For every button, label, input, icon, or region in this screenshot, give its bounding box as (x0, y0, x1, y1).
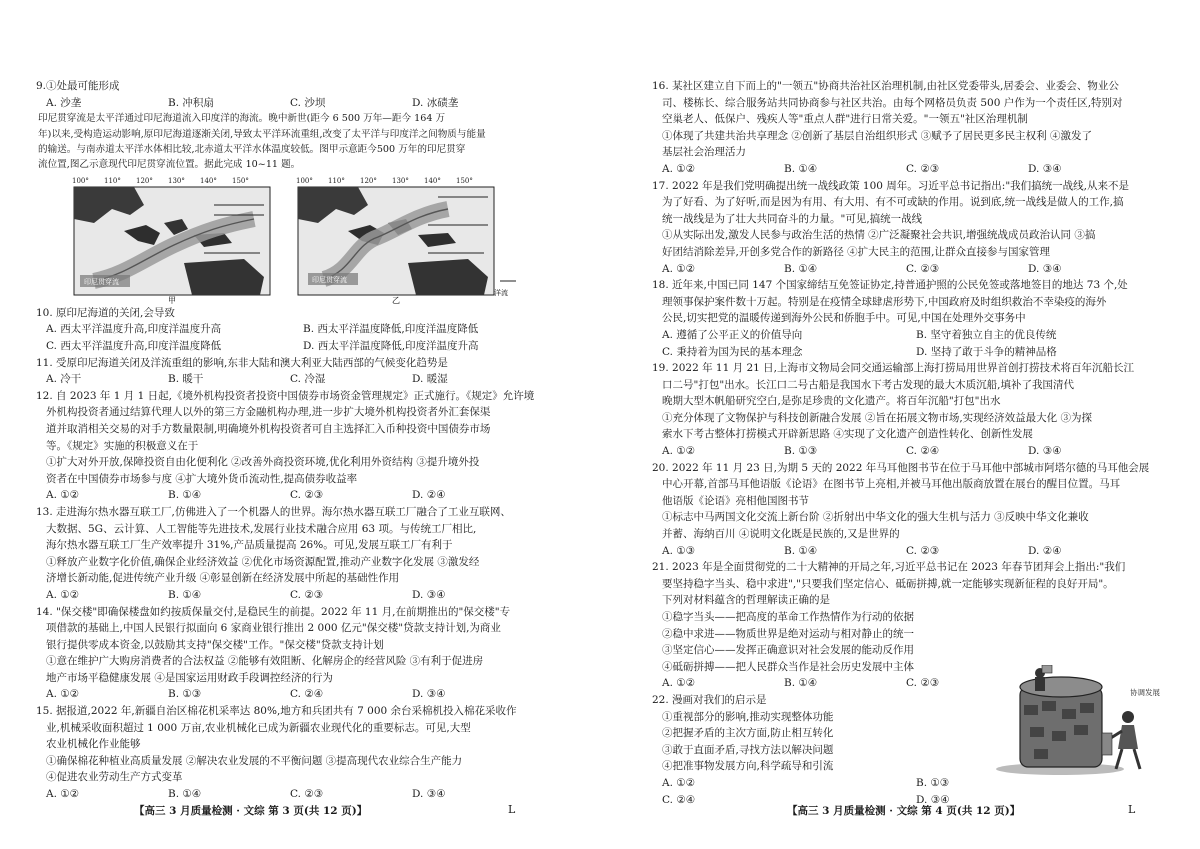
lon-tick: 130° (392, 176, 409, 185)
q16-line: 16. 某社区建立自下而上的"一领五"协商共治社区治理机制,由社区党委带头,居委会、业委会、物业公 (652, 80, 1119, 92)
lon-tick: 130° (168, 176, 185, 185)
q10-stem: 10. 原印尼海道的关闭,会导致 (36, 306, 175, 319)
q14-options (36, 686, 560, 703)
option-c: C. ②③ (906, 162, 940, 175)
q20-line: 20. 2022 年 11 月 23 日,为期 5 天的 2022 年马耳他图书节在位于马耳他中部城市阿塔尔德的马耳他会展 (652, 461, 1150, 474)
q22-line: ③敢于直面矛盾,寻找方法以解决问题 (662, 743, 834, 756)
lon-tick: 140° (424, 176, 441, 185)
option-a: A. ①② (46, 489, 80, 502)
option-b: B. 冲积扇 (168, 96, 214, 109)
option-a: A. ①② (662, 445, 696, 458)
option-a: A. ①② (662, 162, 696, 175)
q22-line: ②把握矛盾的主次方面,防止相互转化 (662, 727, 834, 740)
q22-options (652, 775, 1170, 792)
lon-tick: 110° (104, 176, 121, 185)
map-a-caption: 甲 (168, 295, 176, 305)
q15-line: 农业机械化作业能够 (46, 738, 141, 751)
q19-line: 19. 2022 年 11 月 21 日,上海市文物局会同交通运输部上海打捞局用世界首创打捞技术将百年沉船长江 (652, 362, 1135, 375)
q20-line: 他语版《论语》亮相他国图书节 (662, 494, 809, 507)
option-c: C. ②④ (662, 793, 696, 806)
q13-options (36, 587, 560, 604)
q14-line: 14. "保交楼"即确保楼盘如约按质保量交付,是稳民生的前提。2022 年 11 月,在前期推出的"保交楼"专 (36, 605, 511, 618)
option-c: C. 沙坝 (290, 96, 326, 109)
option-b: B. 西太平洋温度降低,印度洋温度降低 (303, 323, 479, 336)
lon-tick: 110° (328, 176, 345, 185)
q21-line: 21. 2023 年是全面贯彻党的二十大精神的开局之年,习近平总书记在 2023 年春节团拜会上指出:"我们 (652, 561, 1126, 574)
option-a: A. 遵循了公平正义的价值导向 (662, 328, 803, 341)
q18-options (652, 344, 1170, 361)
q12-options (36, 487, 560, 504)
passage-line: 流位置,图乙示意现代印尼贯穿流位置。据此完成 10~11 题。 (38, 159, 301, 171)
option-d: D. ③④ (1028, 445, 1062, 458)
option-a: A. ①② (46, 588, 80, 601)
q19-line: ①充分体现了文物保护与科技创新融合发展 ②旨在拓展文物市场,实现经济效益最大化 ③为探 (662, 411, 1093, 424)
lon-tick: 140° (200, 176, 217, 185)
option-c: C. ②③ (906, 544, 940, 557)
option-b: B. ①③ (784, 445, 818, 458)
q13-line: ①释放产业数字化价值,确保企业经济效益 ②优化市场资源配置,推动产业数字化发展 ③激发经 (46, 555, 480, 568)
option-c: C. ②④ (290, 688, 324, 701)
q20-line: 并蓄、海纳百川 ④说明文化既是民族的,又是世界的 (662, 528, 900, 541)
option-d: D. ②④ (1028, 544, 1062, 557)
option-d: D. ③④ (1028, 262, 1062, 275)
option-b: B. ①③ (168, 688, 202, 701)
lon-tick: 150° (232, 176, 249, 185)
lon-tick: 120° (360, 176, 377, 185)
q13-line: 海尔热水器互联工厂生产效率提升 31%,产品质量提高 26%。可见,发展互联工厂有利于 (46, 539, 453, 552)
option-b: B. ①④ (784, 162, 818, 175)
option-a: A. ①② (662, 262, 696, 275)
right-page-mark: L (1128, 803, 1136, 816)
q18-line: 18. 近年来,中国已同 147 个国家缔结互免签证协定,持普通护照的公民免签或落地签目的地达 73 个,处 (652, 279, 1128, 292)
q15-options (36, 786, 560, 803)
map-figure (36, 175, 560, 305)
option-b: B. ①④ (168, 788, 202, 801)
option-d: D. ③④ (1028, 162, 1062, 175)
q10-options (36, 321, 560, 338)
q13-line: 大数据、5G、云计算、人工智能等先进技术,发展行业技术融合应用 63 项。与传统工厂相比, (46, 522, 477, 535)
q16-line: 空巢老人、低保户、残疾人等"重点人群"进行日常关爱。"一领五"社区治理机制 (662, 113, 1028, 126)
option-c: C. ②③ (290, 788, 324, 801)
q13-line: 13. 走进海尔热水器互联工厂,仿佛进入了一个机器人的世界。海尔热水器互联工厂融合了工业互联网、 (36, 505, 511, 518)
q20-options (652, 543, 1170, 560)
option-d: D. ③④ (916, 793, 950, 806)
map-legend: 洋流 (494, 288, 508, 297)
q21-line: ③坚定信心——发挥正确意识对社会发展的能动反作用 (662, 644, 914, 657)
q12-line: 道并取消相关交易的对手方数量限制,明确境外机构投资者可自主选择汇入币种投资中国债券市场 (46, 422, 491, 435)
q17-line: 好团结消除差异,开创多党合作的新路径 ④扩大民主的范围,让群众直接参与国家管理 (662, 245, 1051, 258)
q14-line: 地产市场平稳健康发展 ④是国家运用财政手段调控经济的行为 (46, 671, 333, 684)
map-b-caption: 乙 (392, 295, 400, 305)
right-page-footer: 【高三 3 月质量检测 · 文综 第 4 页(共 12 页)】 (787, 805, 1021, 817)
q15-line: ④促进农业劳动生产方式变革 (46, 771, 183, 784)
option-b: B. ①④ (784, 677, 818, 690)
q14-line: 银行提供零成本资金,以鼓励其支持"保交楼"工作。"保交楼"贷款支持计划 (46, 638, 384, 651)
q11-stem: 11. 受原印尼海道关闭及洋流重组的影响,东非大陆和澳大利亚大陆西部的气候变化趋势是 (36, 356, 448, 369)
option-b: B. ①④ (168, 588, 202, 601)
option-b: B. 暖干 (168, 373, 204, 386)
q21-line: 要坚持稳字当头、稳中求进","只要我们坚定信心、砥砺拼搏,就一定能够实现新征程的良好开局"。 (662, 577, 1114, 590)
q21-line: ①稳字当头——把高度的革命工作热情作为行动的依据 (662, 611, 914, 623)
q19-options (652, 443, 1170, 460)
q21-line: 下列对材料蕴含的哲理解读正确的是 (662, 594, 830, 607)
option-a: A. ①③ (662, 544, 696, 557)
q16-options (652, 161, 1170, 178)
q9-stem: 9.①处最可能形成 (36, 80, 120, 92)
q17-line: 17. 2022 年是我们党明确提出统一战线政策 100 周年。习近平总书记指出:"我们搞统一战线,从来不是 (652, 179, 1130, 192)
option-b: B. ①④ (784, 544, 818, 557)
q17-options (652, 261, 1170, 278)
option-c: C. ②③ (906, 677, 940, 690)
option-d: D. 暖湿 (412, 373, 448, 386)
q16-line: 司、楼栋长、综合服务站共同协商参与社区共治。由每个网格员负责 500 户作为一个责任区,特别对 (662, 96, 1123, 109)
option-d: D. ③④ (412, 688, 446, 701)
q19-line: 口二号"打包"出水。长江口二号古船是我国水下考古发现的最大木质沉船,填补了我国清代 (662, 378, 1074, 391)
option-c: C. ②③ (290, 588, 324, 601)
option-a: A. ①② (46, 788, 80, 801)
q13-line: 济增长新动能,促进传统产业升级 ④彰显创新在经济发展中所起的基础性作用 (46, 572, 400, 585)
q14-line: 项借款的基础上,中国人民银行拟面向 6 家商业银行推出 2 000 亿元"保交楼"贷款支持计划,为商业 (46, 622, 501, 635)
map-b (288, 175, 518, 305)
q12-line: 等。《规定》实施的积极意义在于 (46, 439, 199, 452)
q18-line: 理领事保护案件数十万起。特别是在疫情全球肆虐形势下,中国政府及时组织救治不幸染疫的海外 (662, 295, 1107, 308)
q9-options (36, 95, 560, 112)
passage-line: 年)以来,受构造运动影响,原印尼海道逐渐关闭,导致太平洋环流重组,改变了太平洋与印度洋之间物质与能量 (38, 128, 486, 140)
passage-line: 印尼贯穿流是太平洋通过印尼海道流入印度洋的海流。晚中新世(距今 6 500 万年—距今 164 万 (38, 113, 446, 125)
option-a: A. 沙垄 (46, 96, 82, 109)
option-b: B. ①④ (784, 262, 818, 275)
q17-line: 为了好看、为了好听,而是因为有用、有大用、有不可或缺的作用。说到底,统一战线是做人的工作,搞 (662, 196, 1124, 209)
option-d: D. ③④ (412, 588, 446, 601)
option-d: D. ③④ (412, 788, 446, 801)
map-a-current-label: 印尼贯穿流 (84, 277, 119, 286)
q10-options (36, 338, 560, 355)
q15-line: ①确保棉花种植业高质量发展 ②解决农业发展的不平衡问题 ③提高现代农业综合生产能力 (46, 754, 463, 767)
q15-line: 15. 据报道,2022 年,新疆自治区棉花机采率达 80%,地方和兵团共有 7 000 余台采棉机投入棉花采收作 (36, 705, 517, 718)
option-a: A. ①② (662, 776, 696, 789)
q18-line: 公民,切实把党的温暖传递到海外公民和侨胞手中。可见,中国在处理外交事务中 (662, 312, 1026, 325)
option-c: C. 秉持着为国为民的基本理念 (662, 345, 803, 358)
q12-line: ①扩大对外开放,保障投资自由化便利化 ②改善外商投资环境,优化利用外资结构 ③提升境外投 (46, 456, 480, 469)
q12-line: 资者在中国债券市场参与度 ④扩大境外货币流动性,提高债券收益率 (46, 472, 358, 485)
q17-line: 统一战线是为了壮大共同奋斗的力量。"可见,搞统一战线 (662, 212, 923, 225)
passage-line: 的输送。与南赤道太平洋水体相比较,北赤道太平洋水体温度较低。图甲示意距今500 万年的印尼贯穿 (38, 144, 466, 155)
option-d: D. ②④ (412, 489, 446, 502)
q22-line: 22. 漫画对我们的启示是 (652, 693, 767, 706)
q12-line: 外机构投资者通过结算代理人以外的第三方金融机构办理,进一步扩大境外机构投资者外汇套保渠 (46, 406, 491, 419)
map-b-current-label: 印尼贯穿流 (312, 275, 347, 284)
lon-tick: 120° (136, 176, 153, 185)
option-b: B. 坚守着独立自主的优良传统 (916, 328, 1057, 341)
q14-line: ①意在维护广大购房消费者的合法权益 ②能够有效阻断、化解房企的经营风险 ③有利于促进房 (46, 655, 484, 668)
option-a: A. 西太平洋温度升高,印度洋温度升高 (46, 323, 222, 336)
q18-options (652, 327, 1170, 344)
option-a: A. 冷干 (46, 373, 82, 386)
option-b: B. ①③ (916, 776, 950, 789)
q16-line: ①体现了共建共治共享理念 ②创新了基层自治组织形式 ③赋予了居民更多民主权利 ④激发了 (662, 129, 1093, 142)
option-d: D. 西太平洋温度降低,印度洋温度升高 (303, 340, 479, 352)
lon-tick: 150° (456, 176, 473, 185)
q17-line: ①从实际出发,激发人民参与政治生活的热情 ②广泛凝聚社会共识,增强统战成员政治认同 ③搞 (662, 229, 1096, 242)
q12-line: 12. 自 2023 年 1 月 1 日起,《境外机构投资者投资中国债券市场资金管理规定》正式施行。《规定》允许境 (36, 389, 535, 402)
left-page-footer: 【高三 3 月质量检测 · 文综 第 3 页(共 12 页)】 (134, 805, 368, 817)
q21-line: ④砥砺拼搏——把人民群众当作是社会历史发展中主体 (662, 660, 914, 673)
q19-line: 晚期大型木帆船研究空白,是弥足珍贵的文化遗产。将百年沉船"打包"出水 (662, 395, 1001, 408)
q16-line: 基层社会治理活力 (662, 146, 746, 159)
option-c: C. ②③ (906, 262, 940, 275)
map-a (64, 175, 278, 305)
option-a: A. ①② (46, 688, 80, 701)
q15-line: 业,机械采收面积超过 1 000 万亩,农业机械化已成为新疆农业现代化的重要标志。可见,大型 (46, 721, 471, 734)
option-c: C. 西太平洋温度升高,印度洋温度降低 (46, 340, 222, 352)
q22-cartoon (990, 665, 1160, 777)
q11-options (36, 371, 560, 388)
q22-line: ④把准事物发展方向,科学疏导和引流 (662, 760, 834, 773)
cartoon-label: 协调发展 (1130, 688, 1160, 697)
q20-line: ①标志中马两国文化交流上新台阶 ②折射出中华文化的强大生机与活力 ③反映中华文化兼收 (662, 511, 1089, 524)
option-c: C. ②③ (290, 489, 324, 502)
lon-tick: 100° (296, 176, 313, 185)
option-a: A. ①② (662, 677, 696, 690)
option-b: B. ①④ (168, 489, 202, 502)
q20-line: 中心开幕,首部马耳他语版《论语》在图书节上亮相,并被马耳他出版商放置在展台的醒目位置。马耳 (662, 478, 1121, 491)
option-d: D. 冰碛垄 (412, 96, 459, 109)
q21-line: ②稳中求进——物质世界是绝对运动与相对静止的统一 (662, 627, 914, 640)
q19-line: 索水下考古整体打捞模式开辟新思路 ④实现了文化遗产创造性转化、创新性发展 (662, 428, 1033, 441)
option-c: C. ②④ (906, 445, 940, 458)
lon-tick: 100° (72, 176, 89, 185)
q22-line: ①重视部分的影响,推动实现整体功能 (662, 710, 834, 723)
option-d: D. 坚持了敢于斗争的精神品格 (916, 345, 1057, 358)
option-c: C. 冷湿 (290, 373, 326, 386)
left-page-mark: L (508, 803, 516, 816)
